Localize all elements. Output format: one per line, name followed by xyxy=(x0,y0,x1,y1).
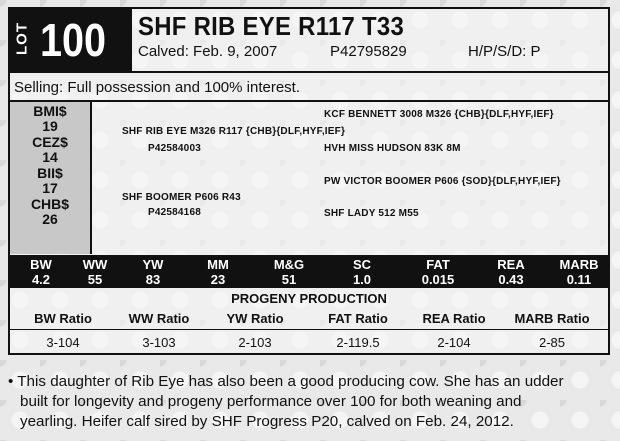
progeny-value: 2-104 xyxy=(437,335,471,350)
bullet: • xyxy=(8,373,14,390)
pedigree-dam-sire: PW VICTOR BOOMER P606 {SOD}{DLF,HYF,IEF} xyxy=(324,176,561,187)
epd-header: M&G xyxy=(273,257,305,272)
lot-label: LOT xyxy=(13,22,31,55)
registration-number: P42795829 xyxy=(330,43,407,60)
index-label: BMI$ xyxy=(33,103,67,119)
progeny-value: 3-104 xyxy=(46,335,80,350)
divider xyxy=(10,329,608,330)
pedigree-sire-dam: HVH MISS HUDSON 83K 8M xyxy=(324,143,461,154)
progeny-header: WW Ratio xyxy=(128,311,190,326)
lot-number: 100 xyxy=(40,14,107,66)
footnote-line: yearling. Heifer calf sired by SHF Progress P20, calved on Feb. 24, 2012. xyxy=(20,413,514,430)
index-value: 17 xyxy=(42,180,58,196)
epd-header: MM xyxy=(207,257,229,272)
epd-value: 51 xyxy=(281,272,297,287)
epd-header: YW xyxy=(142,257,164,272)
pedigree-dam-dam: SHF LADY 512 M55 xyxy=(324,208,419,219)
progeny-title: PROGENY PRODUCTION xyxy=(231,291,387,306)
divider xyxy=(10,100,608,102)
epd-value: 0.43 xyxy=(498,272,524,287)
footnote-line xyxy=(8,372,608,392)
epd-header: MARB xyxy=(559,257,599,272)
footnote-text: This daughter of Rib Eye has also been a good producing cow. She has an udder xyxy=(17,373,564,390)
index-panel xyxy=(10,102,92,254)
epd-value: 0.015 xyxy=(421,272,455,287)
epd-value: 83 xyxy=(145,272,161,287)
selling-terms: Selling: Full possession and 100% interest. xyxy=(14,79,300,96)
animal-name: SHF RIB EYE R117 T33 xyxy=(138,11,405,41)
index-value: 14 xyxy=(42,149,58,165)
progeny-header: BW Ratio xyxy=(34,311,92,326)
index-value: 19 xyxy=(42,118,58,134)
pedigree-dam: SHF BOOMER P606 R43 xyxy=(122,192,241,203)
progeny-header: REA Ratio xyxy=(422,311,486,326)
epd-value: 1.0 xyxy=(352,272,372,287)
epd-bar xyxy=(10,255,608,288)
progeny-header: YW Ratio xyxy=(226,311,284,326)
progeny-value: 2-119.5 xyxy=(336,335,380,350)
epd-header: REA xyxy=(497,257,525,272)
hpsd-status: H/P/S/D: P xyxy=(468,43,541,60)
progeny-value: 2-103 xyxy=(238,335,272,350)
progeny-value: 2-85 xyxy=(538,335,566,350)
pedigree-dam-reg: P42584168 xyxy=(148,207,201,218)
footnote xyxy=(8,372,608,432)
progeny-value: 3-103 xyxy=(142,335,176,350)
lot-number-box xyxy=(10,9,132,71)
epd-header: BW xyxy=(30,257,52,272)
divider xyxy=(10,71,608,73)
epd-header: SC xyxy=(352,257,372,272)
epd-header: FAT xyxy=(426,257,450,272)
calved-date: Calved: Feb. 9, 2007 xyxy=(138,43,278,60)
footnote-line: built for longevity and progeny performance over 100 for both weaning and xyxy=(20,393,522,410)
epd-value: 55 xyxy=(87,272,103,287)
lot-card xyxy=(8,7,610,355)
epd-value: 0.11 xyxy=(566,272,592,287)
index-label: BII$ xyxy=(37,165,63,181)
progeny-header: MARB Ratio xyxy=(514,311,590,326)
epd-value: 4.2 xyxy=(31,272,51,287)
pedigree-sire: SHF RIB EYE M326 R117 {CHB}{DLF,HYF,IEF} xyxy=(122,126,346,137)
pedigree-sire-sire: KCF BENNETT 3008 M326 {CHB}{DLF,HYF,IEF} xyxy=(324,109,554,120)
epd-header: WW xyxy=(82,257,108,272)
progeny-header: FAT Ratio xyxy=(328,311,388,326)
index-label: CHB$ xyxy=(30,196,70,212)
epd-value: 23 xyxy=(210,272,226,287)
index-label: CEZ$ xyxy=(32,134,68,150)
index-value: 26 xyxy=(42,211,58,227)
pedigree-sire-reg: P42584003 xyxy=(148,143,201,154)
